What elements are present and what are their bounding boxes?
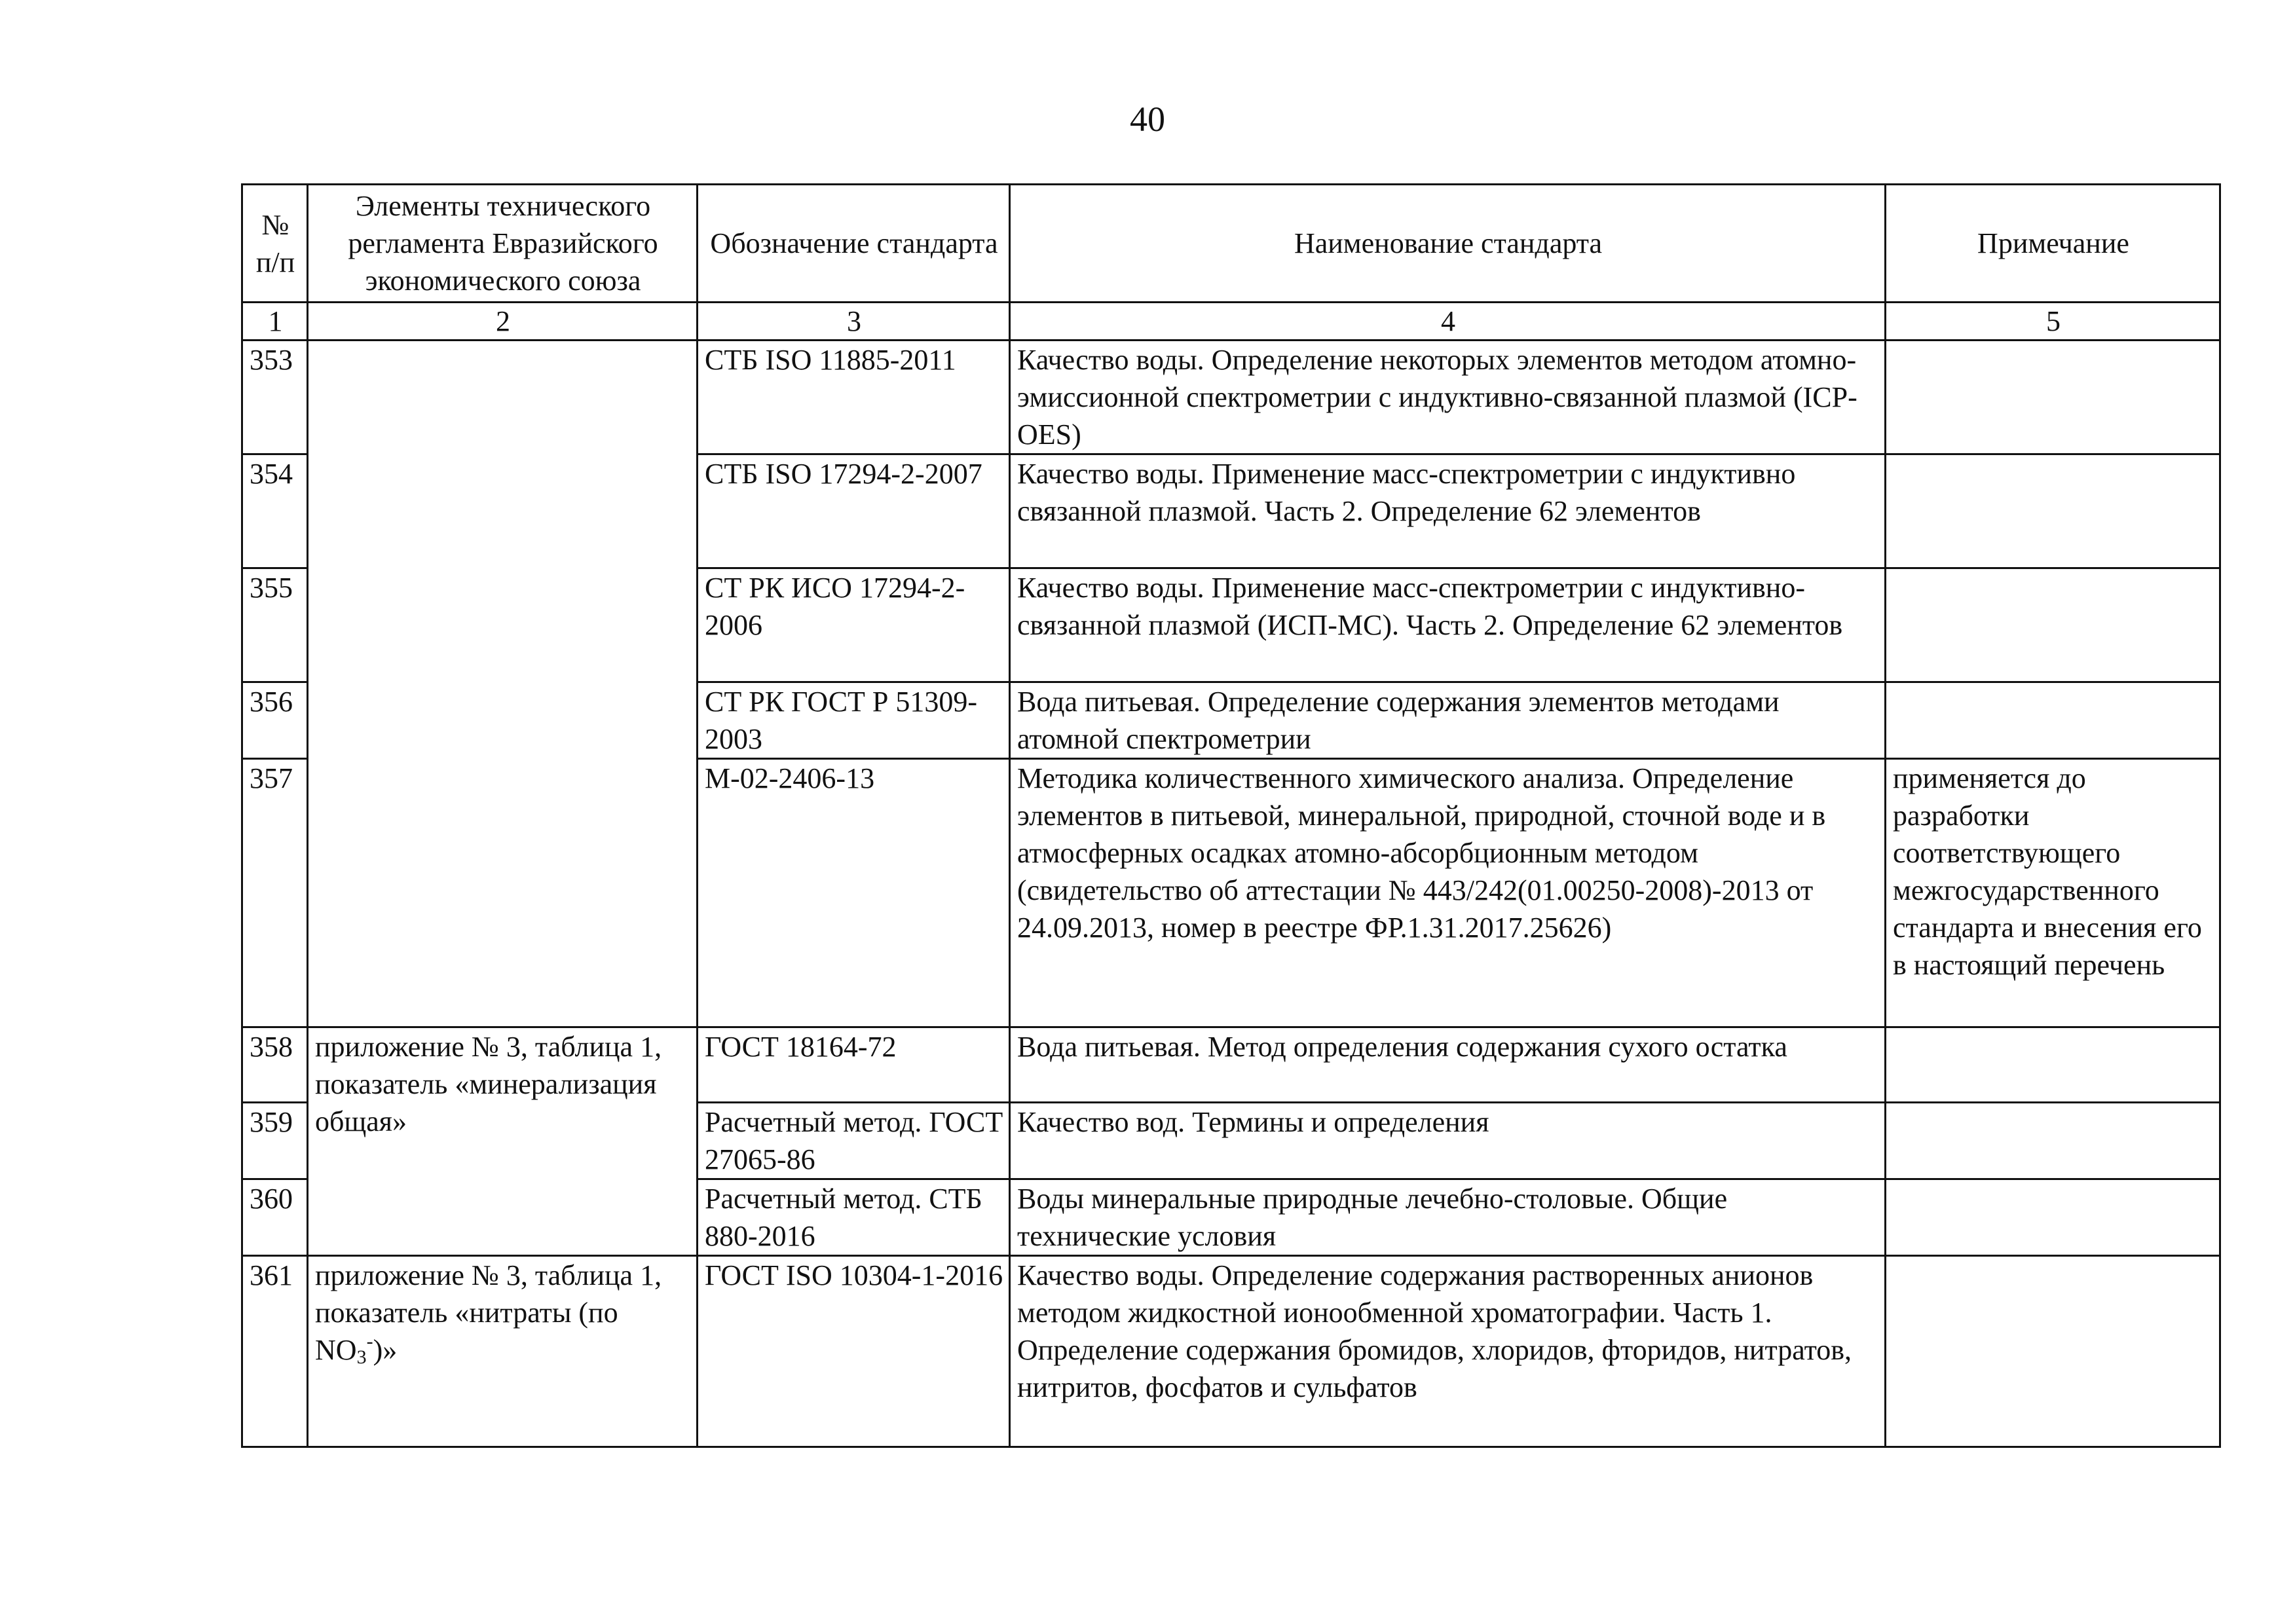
row-note — [1886, 1103, 2220, 1179]
header-number: № п/п — [242, 185, 308, 303]
column-number-row — [242, 303, 2220, 341]
element-subscript: 3 — [356, 1346, 367, 1368]
row-number: 357 — [242, 759, 308, 1027]
row-note — [1886, 682, 2220, 759]
row-standard-name: Качество воды. Применение масс-спектрометрии с индуктивно-связанной плазмой (ИСП-МС). Часть 2. Определение 62 элементов — [1010, 568, 1886, 682]
row-number: 356 — [242, 682, 308, 759]
row-note — [1886, 1256, 2220, 1447]
row-note: применяется до разработки соответствующего межгосударственного стандарта и внесения его в настоящий перечень — [1886, 759, 2220, 1027]
row-designation: СТ РК ГОСТ Р 51309-2003 — [698, 682, 1010, 759]
row-element — [308, 1256, 698, 1447]
header-element: Элементы технического регламента Евразийского экономического союза — [308, 185, 698, 303]
element-superscript: - — [366, 1331, 373, 1352]
row-note — [1886, 1027, 2220, 1103]
row-note — [1886, 1179, 2220, 1256]
element-prefix: приложение № 3, таблица 1, показатель «нитраты (по NO — [315, 1259, 662, 1366]
row-number: 354 — [242, 454, 308, 568]
row-designation: СТБ ISO 17294-2-2007 — [698, 454, 1010, 568]
page-number: 40 — [1130, 100, 1165, 139]
table-header-row — [242, 185, 2220, 303]
column-number: 2 — [308, 303, 698, 341]
row-standard-name: Качество воды. Определение некоторых элементов методом атомно-эмиссионной спектрометрии с индуктивно-связанной плазмой (ICP-OES) — [1010, 341, 1886, 454]
row-number: 359 — [242, 1103, 308, 1179]
standards-table — [241, 183, 2221, 1448]
row-designation: СТ РК ИСО 17294-2-2006 — [698, 568, 1010, 682]
element-suffix: )» — [373, 1334, 398, 1366]
row-standard-name: Воды минеральные природные лечебно-столовые. Общие технические условия — [1010, 1179, 1886, 1256]
row-designation: ГОСТ 18164-72 — [698, 1027, 1010, 1103]
row-designation: ГОСТ ISO 10304-1-2016 — [698, 1256, 1010, 1447]
table-row — [242, 1027, 2220, 1103]
table-row — [242, 1256, 2220, 1447]
row-number: 360 — [242, 1179, 308, 1256]
row-designation: СТБ ISO 11885-2011 — [698, 341, 1010, 454]
row-standard-name: Вода питьевая. Метод определения содержания сухого остатка — [1010, 1027, 1886, 1103]
row-number: 361 — [242, 1256, 308, 1447]
row-element: приложение № 3, таблица 1, показатель «минерализация общая» — [308, 1027, 698, 1256]
row-designation: М-02-2406-13 — [698, 759, 1010, 1027]
row-note — [1886, 454, 2220, 568]
column-number: 3 — [698, 303, 1010, 341]
row-note — [1886, 341, 2220, 454]
row-number: 358 — [242, 1027, 308, 1103]
row-number: 355 — [242, 568, 308, 682]
header-standard-name: Наименование стандарта — [1010, 185, 1886, 303]
column-number: 1 — [242, 303, 308, 341]
header-designation: Обозначение стандарта — [698, 185, 1010, 303]
row-standard-name: Качество вод. Термины и определения — [1010, 1103, 1886, 1179]
row-designation: Расчетный метод. СТБ 880-2016 — [698, 1179, 1010, 1256]
row-standard-name: Качество воды. Определение содержания растворенных анионов методом жидкостной ионообменной хроматографии. Часть 1. Определение содержания бромидов, хлоридов, фторидов, нитратов, нитритов, фосфатов и сульфатов — [1010, 1256, 1886, 1447]
row-element-empty — [308, 341, 698, 1027]
row-standard-name: Вода питьевая. Определение содержания элементов методами атомной спектрометрии — [1010, 682, 1886, 759]
header-note: Примечание — [1886, 185, 2220, 303]
table-row — [242, 341, 2220, 454]
column-number: 5 — [1886, 303, 2220, 341]
row-note — [1886, 568, 2220, 682]
column-number: 4 — [1010, 303, 1886, 341]
row-designation: Расчетный метод. ГОСТ 27065-86 — [698, 1103, 1010, 1179]
row-standard-name: Методика количественного химического анализа. Определение элементов в питьевой, минеральной, природной, сточной воде и в атмосферных осадках атомно-абсорбционным методом (свидетельство об аттестации № 443/242(01.00250-2008)-2013 от 24.09.2013, номер в реестре ФР.1.31.2017.25626) — [1010, 759, 1886, 1027]
row-standard-name: Качество воды. Применение масс-спектрометрии с индуктивно связанной плазмой. Часть 2. Определение 62 элементов — [1010, 454, 1886, 568]
row-number: 353 — [242, 341, 308, 454]
